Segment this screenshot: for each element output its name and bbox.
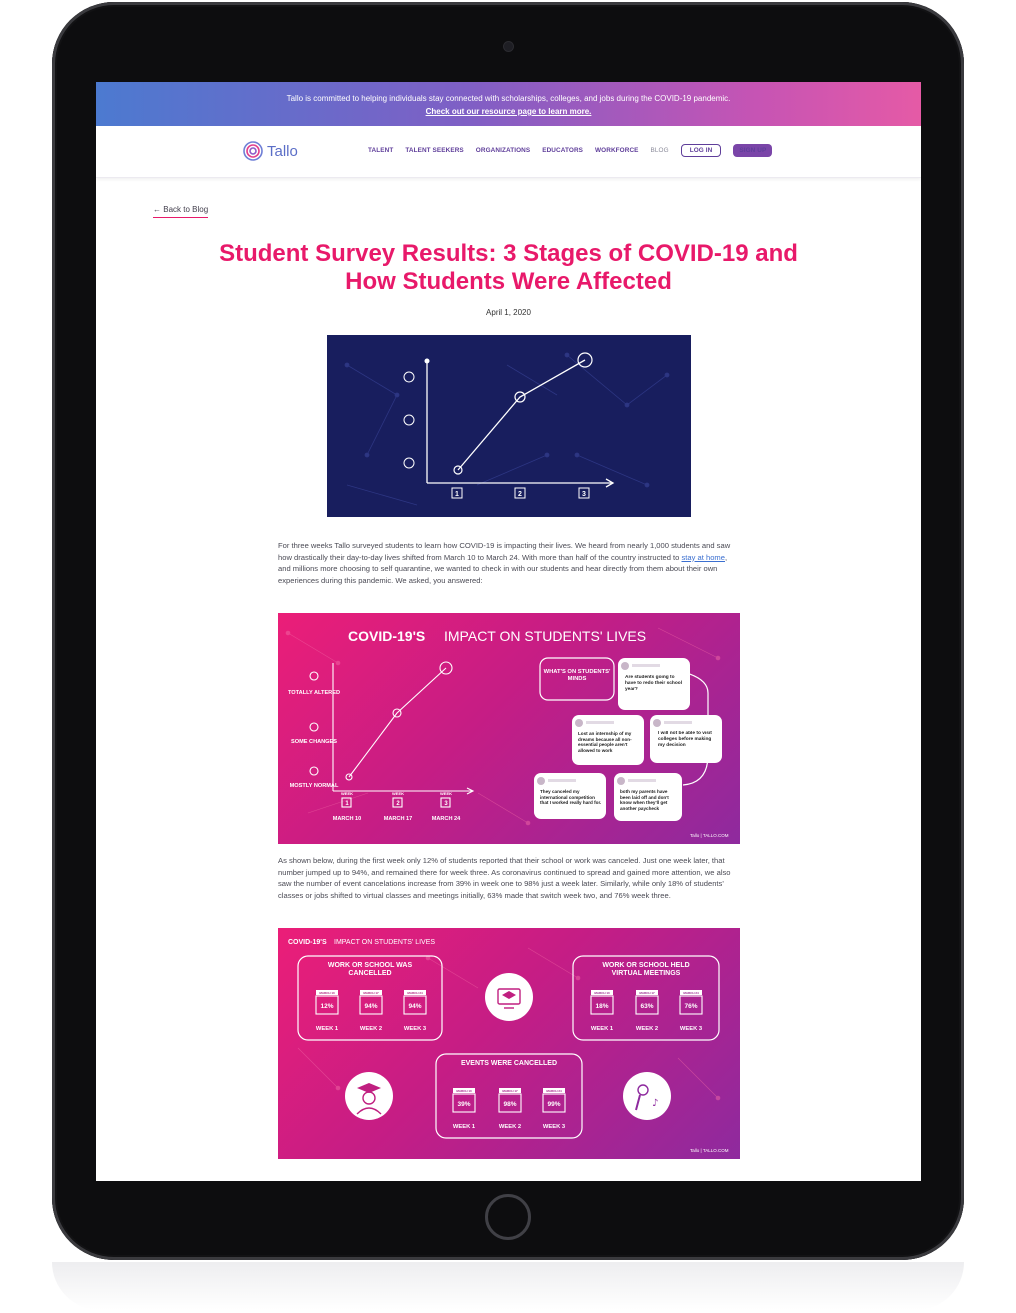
svg-text:WEEK 1: WEEK 1 <box>452 1124 476 1130</box>
date-label-1: MARCH 10 <box>332 816 362 822</box>
hero-image <box>327 335 691 517</box>
y-label-some-changes: SOME CHANGES <box>291 739 337 745</box>
quote-card-2: Lost an internship of my dreams because all non-essential people aren't allowed to work <box>572 715 644 765</box>
info2-footer: Tallo | TALLO.COM <box>690 1148 729 1153</box>
login-button[interactable]: LOG IN <box>681 144 722 157</box>
stat-card-events-cancelled: EVENTS WERE CANCELLED MARCH 10 MARCH 17 MARCH 24 39% 98% 99% WEEK 1 WEEK 2 WEEK 3 <box>436 1054 582 1138</box>
infographic-impact-chart <box>278 613 740 844</box>
nav-item-talent-seekers[interactable]: TALENT SEEKERS <box>405 147 464 154</box>
hero-x-label-2: 2 <box>518 491 522 498</box>
nav-item-educators[interactable]: EDUCATORS <box>542 147 584 154</box>
hero-x-label-3: 3 <box>582 491 586 498</box>
minds-label: WHAT'S ON STUDENTS' MINDS <box>543 669 611 682</box>
svg-text:MARCH 10: MARCH 10 <box>456 1089 472 1093</box>
date-label-3: MARCH 24 <box>431 816 461 822</box>
quote-card-1: Are students going to have to redo their school year? <box>618 658 690 710</box>
hero-x-label-1: 1 <box>455 491 459 498</box>
week-num-2: 2 <box>396 801 400 807</box>
svg-text:WEEK 3: WEEK 3 <box>542 1124 566 1130</box>
nav-item-blog[interactable]: BLOG <box>650 147 669 154</box>
svg-text:WEEK 3: WEEK 3 <box>679 1026 703 1032</box>
tallo-logo[interactable] <box>242 140 298 162</box>
svg-text:MARCH 24: MARCH 24 <box>683 991 699 995</box>
stat-card-work-school-cancelled: WORK OR SCHOOL WAS CANCELLED MARCH 10 MARCH 17 MARCH 24 12% 94% 94% WEEK 1 WEEK 2 WEEK 3 <box>298 956 442 1040</box>
svg-text:MARCH 17: MARCH 17 <box>639 991 655 995</box>
stat-value-events-w2: 98% <box>503 1101 517 1108</box>
tablet-reflection <box>52 1262 964 1310</box>
svg-text:MARCH 10: MARCH 10 <box>319 991 335 995</box>
svg-text:MARCH 24: MARCH 24 <box>546 1089 562 1093</box>
announcement-banner <box>96 82 921 126</box>
svg-text:MARCH 10: MARCH 10 <box>594 991 610 995</box>
y-label-mostly-normal: MOSTLY NORMAL <box>289 783 339 789</box>
stat-value-events-w1: 39% <box>457 1101 471 1108</box>
svg-text:WEEK 2: WEEK 2 <box>359 1026 383 1032</box>
nav-item-workforce[interactable]: WORKFORCE <box>595 147 639 154</box>
svg-text:WEEK 2: WEEK 2 <box>635 1026 659 1032</box>
stat-value-virtual-w1: 18% <box>595 1003 609 1010</box>
stat-value-cancelled-w3: 94% <box>408 1003 422 1010</box>
banner-resource-link[interactable]: Check out our resource page to learn more. <box>425 107 592 116</box>
graduation-laptop-icon <box>485 973 533 1021</box>
camera-icon <box>504 42 513 51</box>
back-to-blog-link[interactable] <box>153 205 208 218</box>
info1-footer: Tallo | TALLO.COM <box>690 833 729 838</box>
stat-card-virtual-meetings: WORK OR SCHOOL HELD VIRTUAL MEETINGS MARCH 10 MARCH 17 MARCH 24 18% 63% 76% WEEK 1 WEEK 2 WEEK 3 <box>573 956 719 1040</box>
info1-title-bold: COVID-19'S <box>348 628 426 644</box>
stay-at-home-link[interactable]: stay at home <box>681 552 725 562</box>
week-tag-3: WEEK <box>440 791 452 796</box>
stat-value-virtual-w2: 63% <box>640 1003 654 1010</box>
date-label-2: MARCH 17 <box>383 816 413 822</box>
top-nav <box>96 126 921 178</box>
stat-value-cancelled-w1: 12% <box>320 1003 334 1010</box>
microphone-music-icon <box>623 1072 671 1120</box>
week-tag-2: WEEK <box>392 791 404 796</box>
quote-card-4: They canceled my international competition that I worked really hard for. <box>534 773 606 819</box>
nav-item-organizations[interactable]: ORGANIZATIONS <box>475 147 531 154</box>
arrow-left-icon: ← <box>153 205 161 214</box>
nav-menu <box>368 144 784 157</box>
svg-text:MARCH 17: MARCH 17 <box>363 991 379 995</box>
banner-message: Tallo is committed to helping individuals stay connected with scholarships, colleges, and jobs during the COVID-19 pandemic. <box>286 94 731 103</box>
week-tag-1: WEEK <box>341 791 353 796</box>
graduate-student-icon <box>345 1072 393 1120</box>
article-date: April 1, 2020 <box>486 308 531 317</box>
intro-paragraph: For three weeks Tallo surveyed students to learn how COVID-19 is impacting their lives. We heard from nearly 1,000 students and saw how drastically their day-to-day lives shifted from March 10 to March 24. With more than half of the country instructed to stay at home, and millions more choosing to self quarantine, we wanted to check in with our students and hear directly from them about their own experiences during this pandemic. We asked, you answered: <box>278 541 731 585</box>
y-label-totally-altered: TOTALLY ALTERED <box>287 690 341 696</box>
home-button[interactable] <box>485 1194 531 1240</box>
info2-title-light: IMPACT ON STUDENTS' LIVES <box>334 939 436 946</box>
face-icons <box>404 372 414 468</box>
stat-value-virtual-w3: 76% <box>684 1003 698 1010</box>
week-num-1: 1 <box>345 801 349 807</box>
browser-screen <box>96 82 921 1181</box>
info2-title-bold: COVID-19'S <box>288 939 327 946</box>
quote-card-3: I will not be able to visit colleges before making my decision <box>650 715 722 763</box>
tallo-swirl-icon <box>242 140 264 162</box>
svg-text:♪: ♪ <box>652 1098 659 1109</box>
results-paragraph: As shown below, during the first week only 12% of students reported that their school or work was canceled. Just one week later, that number jumped up to 94%, and remained there for week three. As coronavirus continued to spread and gained more attention, we also saw the number of event cancelations increase from 39% in week one to 98% just a week later. Similarly, while only 18% of students' classes or jobs shifted to virtual classes and meetings initially, 63% made that switch week two, and 76% week three. <box>278 856 731 900</box>
quote-card-5: both my parents have been laid off and don't know when they'll get another paycheck <box>614 773 682 821</box>
back-link-label: Back to Blog <box>163 205 209 214</box>
nav-item-talent[interactable]: TALENT <box>368 147 394 154</box>
svg-text:WEEK 2: WEEK 2 <box>498 1124 522 1130</box>
article-title: Student Survey Results: 3 Stages of COVID-19 and How Students Were Affected <box>219 240 798 295</box>
svg-text:MARCH 17: MARCH 17 <box>502 1089 518 1093</box>
logo-text: Tallo <box>267 142 298 160</box>
signup-button[interactable]: SIGN UP <box>733 144 772 157</box>
stat-value-cancelled-w2: 94% <box>364 1003 378 1010</box>
stat-value-events-w3: 99% <box>547 1101 561 1108</box>
svg-text:WEEK 1: WEEK 1 <box>315 1026 339 1032</box>
svg-text:WEEK 1: WEEK 1 <box>590 1026 614 1032</box>
info1-title-light: IMPACT ON STUDENTS' LIVES <box>444 628 647 644</box>
week-num-3: 3 <box>444 801 448 807</box>
infographic-stats <box>278 928 740 1159</box>
svg-text:WEEK 3: WEEK 3 <box>403 1026 427 1032</box>
svg-text:MARCH 24: MARCH 24 <box>407 991 423 995</box>
